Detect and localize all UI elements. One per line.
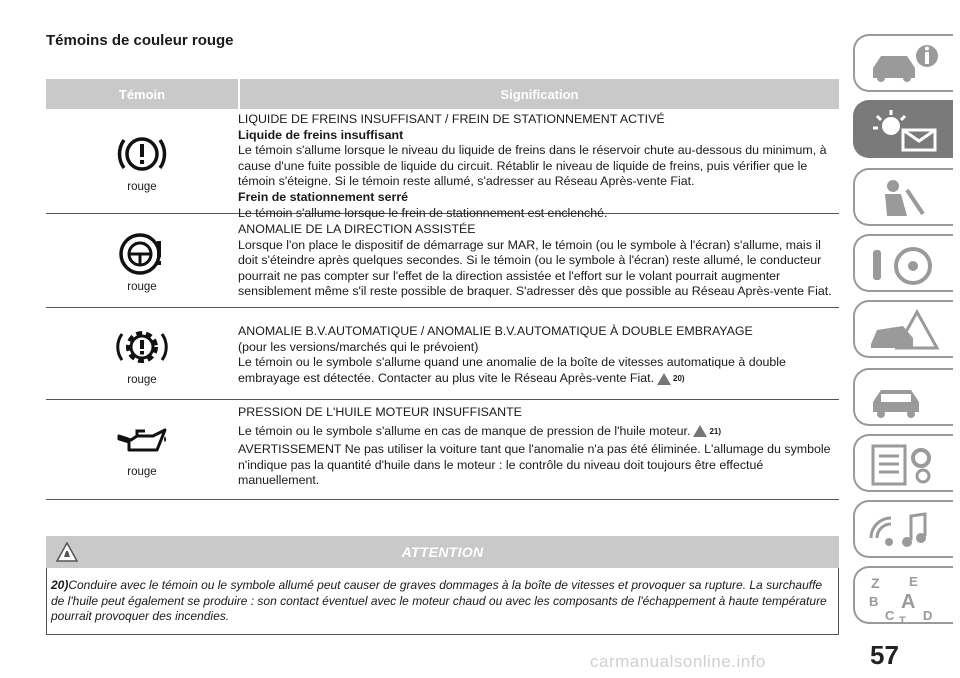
index-icon xyxy=(867,574,943,624)
row-text: Le témoin ou le symbole s'allume en cas de manque de pression de l'huile moteur. xyxy=(238,423,691,438)
attention-header xyxy=(46,536,839,568)
multimedia-icon xyxy=(867,508,943,554)
row-heading: PRESSION DE L'HUILE MOTEUR INSUFFISANTE xyxy=(238,405,522,419)
row-text: Le témoin ou le symbole s'allume quand une anomalie de la boîte de vitesses automatique à double embrayage est détectée. Contacter au plus vite le Réseau Après-vente Fiat. xyxy=(238,355,786,385)
row-heading: LIQUIDE DE FREINS INSUFFISANT / FREIN DE STATIONNEMENT ACTIVÉ xyxy=(238,112,665,126)
color-label: rouge xyxy=(127,465,157,478)
tab-emergency[interactable] xyxy=(853,300,953,358)
index-letter: E xyxy=(909,574,918,589)
attention-text: Conduire avec le témoin ou le symbole allumé peut causer de graves dommages à la boîte de vitesses et provoquer sa rupture. La surchauffe de l'huile peut également se produire : son contact éventuel avec le moteur chaud ou avec les composants de l'échappement à haute température pourrait provoquer des incendies. xyxy=(51,578,827,623)
tab-driving[interactable] xyxy=(853,234,953,292)
tab-warning-lights[interactable] xyxy=(853,100,953,158)
index-letter: C xyxy=(885,608,895,623)
attention-title: ATTENTION xyxy=(401,544,484,560)
attention-body xyxy=(46,568,839,635)
warning-triangle-icon xyxy=(693,425,707,437)
row-subheading: Frein de stationnement serré xyxy=(238,189,409,204)
row-text: (pour les versions/marchés qui le prévoient) xyxy=(238,339,479,354)
color-label: rouge xyxy=(127,181,157,193)
tab-technical-data[interactable] xyxy=(853,434,953,492)
warning-lights-table xyxy=(46,79,839,500)
footnote-ref[interactable]: 20) xyxy=(673,373,685,383)
table-row xyxy=(46,308,839,400)
row-subheading: Liquide de freins insuffisant xyxy=(238,127,404,142)
maintenance-icon xyxy=(867,376,943,422)
driving-icon xyxy=(867,242,943,288)
warning-lights-icon xyxy=(867,108,943,154)
brake-warning-icon xyxy=(113,129,171,179)
warning-triangle-icon xyxy=(657,373,671,385)
row-text: AVERTISSEMENT Ne pas utiliser la voiture tant que l'anomalie n'a pas été éliminée. L'allumage du symbole n'indique pas la quantité d'huile dans le moteur : le contrôle du niveau doit toujours être effectué manuellement. xyxy=(238,442,831,488)
col-header-signification: Signification xyxy=(238,79,839,109)
color-label: rouge xyxy=(127,373,157,386)
row-text: Le témoin s'allume lorsque le frein de stationnement est enclenché. xyxy=(238,205,608,220)
technical-data-icon xyxy=(867,442,943,488)
tab-safety[interactable] xyxy=(853,168,953,226)
tab-multimedia[interactable] xyxy=(853,500,953,558)
row-heading: ANOMALIE B.V.AUTOMATIQUE / ANOMALIE B.V.AUTOMATIQUE À DOUBLE EMBRAYAGE xyxy=(238,324,753,338)
car-info-icon xyxy=(867,42,943,88)
row-text: Lorsque l'on place le dispositif de démarrage sur MAR, le témoin (ou le symbole à l'écran) s'allume, mais il doit s'éteindre après quelques secondes. Si le témoin (ou le symbole à l'écran) reste allumé, le conducteur pourrait ne pas compter sur l'effet de la direction assistée et l'effort sur le volant pourrait augmenter sensiblement même s'il reste possible de braquer. S'adresser dès que possible au Réseau Après-vente Fiat. xyxy=(238,237,832,299)
page-number: 57 xyxy=(870,640,899,670)
table-header xyxy=(46,79,839,109)
tab-car-info[interactable] xyxy=(853,34,953,92)
table-row xyxy=(46,400,839,500)
tab-maintenance[interactable] xyxy=(853,368,953,426)
index-letter: A xyxy=(901,591,916,613)
safety-icon xyxy=(867,176,943,222)
watermark: carmanualsonline.info xyxy=(590,652,766,671)
oil-pressure-icon xyxy=(113,422,171,464)
index-letter: T xyxy=(899,615,906,624)
emergency-icon xyxy=(867,308,943,354)
index-letter: B xyxy=(869,594,879,609)
index-letter: Z xyxy=(871,575,880,591)
row-heading: ANOMALIE DE LA DIRECTION ASSISTÉE xyxy=(238,222,476,236)
page-title: Témoins de couleur rouge xyxy=(46,32,234,49)
tab-index[interactable] xyxy=(853,566,953,624)
gearbox-warning-icon xyxy=(113,322,171,372)
row-text: Le témoin s'allume lorsque le niveau du liquide de freins dans le réservoir chute au-dessous du minimum, à cause d'une fuite possible de liquide du circuit. Rétablir le niveau de liquide de freins, puis vérifier que le témoin s'éteigne. Si le témoin reste allumé, s'adresser au Réseau Après-vente Fiat. xyxy=(238,143,827,189)
footnote-ref[interactable]: 21) xyxy=(709,426,721,436)
col-header-temoin: Témoin xyxy=(118,86,166,102)
table-row xyxy=(46,214,839,308)
attention-number: 20) xyxy=(51,578,69,592)
power-steering-warning-icon xyxy=(113,229,171,279)
color-label: rouge xyxy=(127,280,157,293)
table-row xyxy=(46,109,839,220)
index-letter: D xyxy=(923,608,933,623)
